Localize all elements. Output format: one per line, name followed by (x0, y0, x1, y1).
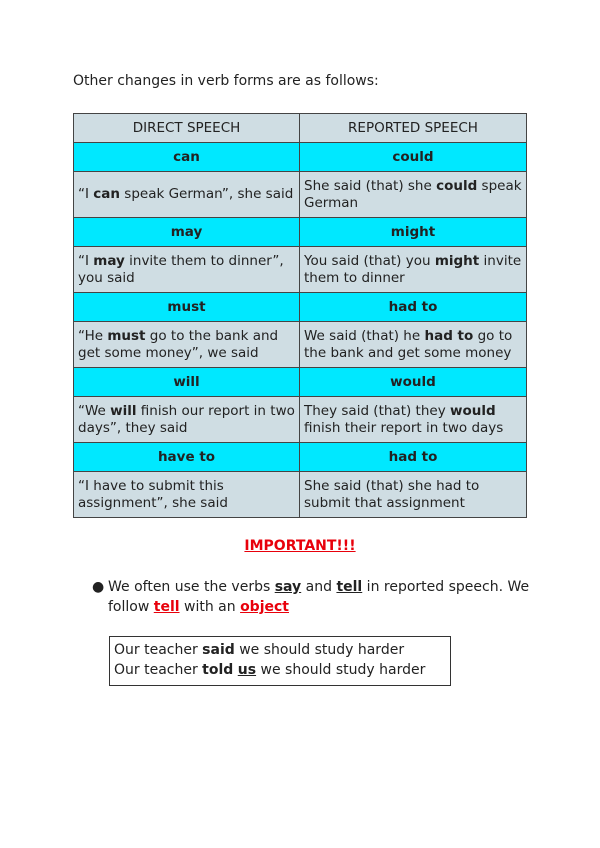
example-line-told: Our teacher told us we should study harder (114, 662, 426, 678)
example-row (74, 322, 527, 368)
reported-verb: might (300, 218, 527, 247)
direct-verb: can (74, 143, 300, 172)
bullet-text: We often use the verbs say and tell in reported speech. We follow tell with an object (108, 579, 530, 615)
verb-row (74, 443, 527, 472)
keyword-say: say (274, 579, 302, 595)
verb-row (74, 293, 527, 322)
direct-example: “He must go to the bank and get some money”, we said (74, 322, 300, 368)
reported-verb: had to (300, 293, 527, 322)
direct-verb: will (74, 368, 300, 397)
verb-row (74, 368, 527, 397)
bullet-point (92, 577, 532, 617)
keyword-tell-red: tell (153, 599, 180, 615)
reported-verb: could (300, 143, 527, 172)
example-row (74, 247, 527, 293)
header-direct-speech: DIRECT SPEECH (74, 114, 300, 143)
example-row (74, 397, 527, 443)
intro-text: Other changes in verb forms are as follows: (73, 73, 379, 89)
example-line-said: Our teacher said we should study harder (114, 642, 405, 658)
direct-verb: may (74, 218, 300, 247)
verb-forms-table (73, 113, 527, 518)
direct-example: “I can speak German”, she said (74, 172, 300, 218)
reported-example: We said (that) he had to go to the bank and get some money (300, 322, 527, 368)
direct-example: “I may invite them to dinner”, you said (74, 247, 300, 293)
example-box (109, 636, 451, 686)
bullet-dot-icon: ● (92, 579, 105, 595)
example-row (74, 172, 527, 218)
reported-example: She said (that) she could speak German (300, 172, 527, 218)
verb-row (74, 218, 527, 247)
reported-verb: had to (300, 443, 527, 472)
direct-verb: must (74, 293, 300, 322)
direct-example: “I have to submit this assignment”, she said (74, 472, 300, 518)
reported-example: They said (that) they would finish their report in two days (300, 397, 527, 443)
reported-example: She said (that) she had to submit that assignment (300, 472, 527, 518)
reported-example: You said (that) you might invite them to dinner (300, 247, 527, 293)
example-row (74, 472, 527, 518)
keyword-tell: tell (336, 579, 363, 595)
table-header-row (74, 114, 527, 143)
header-reported-speech: REPORTED SPEECH (300, 114, 527, 143)
direct-verb: have to (74, 443, 300, 472)
reported-verb: would (300, 368, 527, 397)
direct-example: “We will finish our report in two days”, they said (74, 397, 300, 443)
keyword-object: object (240, 599, 289, 615)
verb-row (74, 143, 527, 172)
important-heading: IMPORTANT!!! (244, 538, 356, 554)
